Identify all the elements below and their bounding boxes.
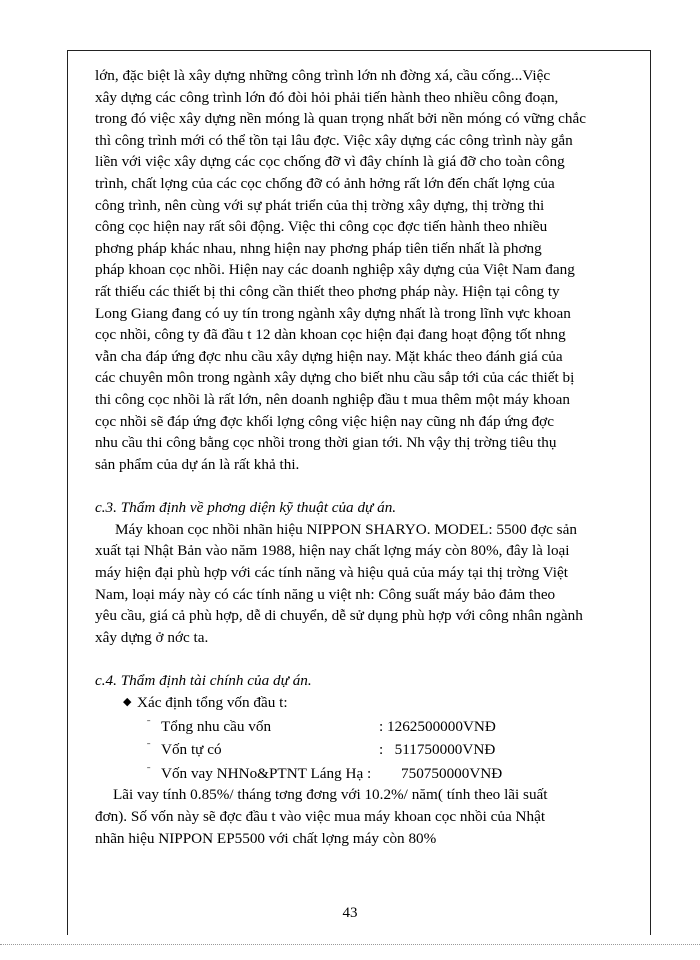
document-content [95, 65, 640, 849]
text-line: trình, chất lợng của các cọc chống đỡ có ảnh hởng rất lớn đến chất lợng của [95, 174, 555, 192]
text-line: Nam, loại máy này có các tính năng u việt nh: Công suất máy bảo đảm theo [95, 585, 556, 603]
bullet-item [95, 692, 640, 714]
text-line: thì công trình mới có thể tồn tại lâu đợc. Việc xây dựng các công trình này gắn [95, 131, 573, 149]
text-line: lớn, đặc biệt là xây dựng những công trình lớn nh đờng xá, cầu cống...Việc [95, 67, 551, 84]
text-line: liền với việc xây dựng các cọc chống đỡ vì đây chính là giá đỡ cho toàn công [95, 153, 565, 171]
text-line: các chuyên môn trong ngành xây dựng cho biết nhu cầu sắp tới của các thiết bị [95, 369, 575, 387]
capital-value: : 511750000VNĐ [379, 741, 496, 759]
text-line: nhu cầu thi công bằng cọc nhồi trong thời gian tới. Nh vậy thị trờng tiêu thụ [95, 434, 557, 452]
spacer [95, 648, 640, 670]
text-line: xây dựng ở nớc ta. [95, 628, 209, 646]
capital-value: : 1262500000VNĐ [379, 717, 496, 735]
text-line: phơng pháp khác nhau, nhng hiện nay phơng pháp tiên tiến nhất là phơng [95, 239, 542, 257]
text-line: Long Giang đang có uy tín trong ngành xây dựng nhất là trong lĩnh vực khoan [95, 304, 571, 322]
text-line: máy hiện đại phù hợp với các tính năng và hiệu quả của máy tại thị trờng Việt [95, 564, 568, 582]
capital-value: 750750000VNĐ [401, 764, 503, 782]
text-line: công cọc hiện nay rất sôi động. Việc thi công cọc đợc tiến hành theo nhiều [95, 218, 548, 236]
c3-paragraph [73, 519, 640, 649]
text-line: cọc nhồi, công ty đã đầu t 12 dàn khoan cọc hiện đại đang hoạt động tốt nhng [95, 326, 566, 344]
text-line: công trình, nên cùng với sự phát triển của thị trờng xây dựng, thị trờng thi [95, 196, 545, 214]
text-line: Máy khoan cọc nhồi nhãn hiệu NIPPON SHARYO. MODEL: 5500 đợc sản [115, 520, 577, 538]
text-line: sản phẩm của dự án là rất khả thi. [95, 455, 300, 473]
text-line: trong đó việc xây dựng nền móng là quan trọng nhất bởi nền móng có vững chắc [95, 110, 586, 128]
capital-row-own [95, 737, 640, 761]
page-edge-divider [0, 944, 700, 945]
text-line: vẫn cha đáp ứng đợc nhu cầu xây dựng hiện nay. Mặt khác theo đánh giá của [95, 347, 563, 365]
text-line: pháp khoan cọc nhồi. Hiện nay các doanh nghiệp xây dựng của Việt Nam đang [95, 261, 575, 279]
capital-row-loan [95, 761, 640, 785]
text-line: yêu cầu, giá cả phù hợp, dễ di chuyển, dễ sử dụng phù hợp với công nhân ngành [95, 607, 583, 625]
capital-label: Vốn tự có [161, 741, 222, 759]
capital-label: Vốn vay NHNo&PTNT Láng Hạ : [161, 764, 372, 782]
capital-row-total [95, 714, 640, 738]
c4-paragraph [95, 784, 640, 849]
dash-bullet-icon: ˉ [147, 765, 151, 777]
page-number: 43 [342, 905, 358, 921]
text-line: Lãi vay tính 0.85%/ tháng tơng đơng với 10.2%/ năm( tính theo lãi suất [113, 786, 548, 804]
text-line: xây dựng các công trình lớn đó đòi hỏi phải tiến hành theo nhiều công đoạn, [95, 88, 559, 106]
text-line: nhãn hiệu NIPPON EP5500 với chất lợng máy còn 80% [95, 829, 437, 847]
text-line: cọc nhồi sẽ đáp ứng đợc khối lợng công việc hiện nay cũng nh đáp ứng đợc [95, 412, 554, 430]
capital-label: Tổng nhu cầu vốn [161, 717, 272, 735]
body-paragraph [95, 65, 640, 475]
text-line: xuất tại Nhật Bản vào năm 1988, hiện nay chất lợng máy còn 80%, đây là loại [95, 542, 570, 560]
text-line: rất thiếu các thiết bị thi công cần thiết theo phơng pháp này. Hiện tại công ty [95, 282, 560, 300]
section-heading-c3: c.3. Thẩm định về phơng diện kỹ thuật của dự án. [95, 499, 397, 517]
section-heading-c4: c.4. Thẩm định tài chính của dự án. [95, 672, 312, 690]
text-line: thi công cọc nhồi là rất lớn, nên doanh nghiệp đầu t mua thêm một máy khoan [95, 390, 570, 408]
spacer [95, 475, 640, 497]
text-line: đơn). Số vốn này sẽ đợc đầu t vào việc mua máy khoan cọc nhồi của Nhật [95, 808, 546, 825]
dash-bullet-icon: ˉ [147, 718, 151, 730]
diamond-bullet-icon: ◆ [123, 696, 132, 709]
dash-bullet-icon: ˉ [147, 742, 151, 754]
bullet-text: Xác định tổng vốn đầu t: [137, 694, 288, 712]
